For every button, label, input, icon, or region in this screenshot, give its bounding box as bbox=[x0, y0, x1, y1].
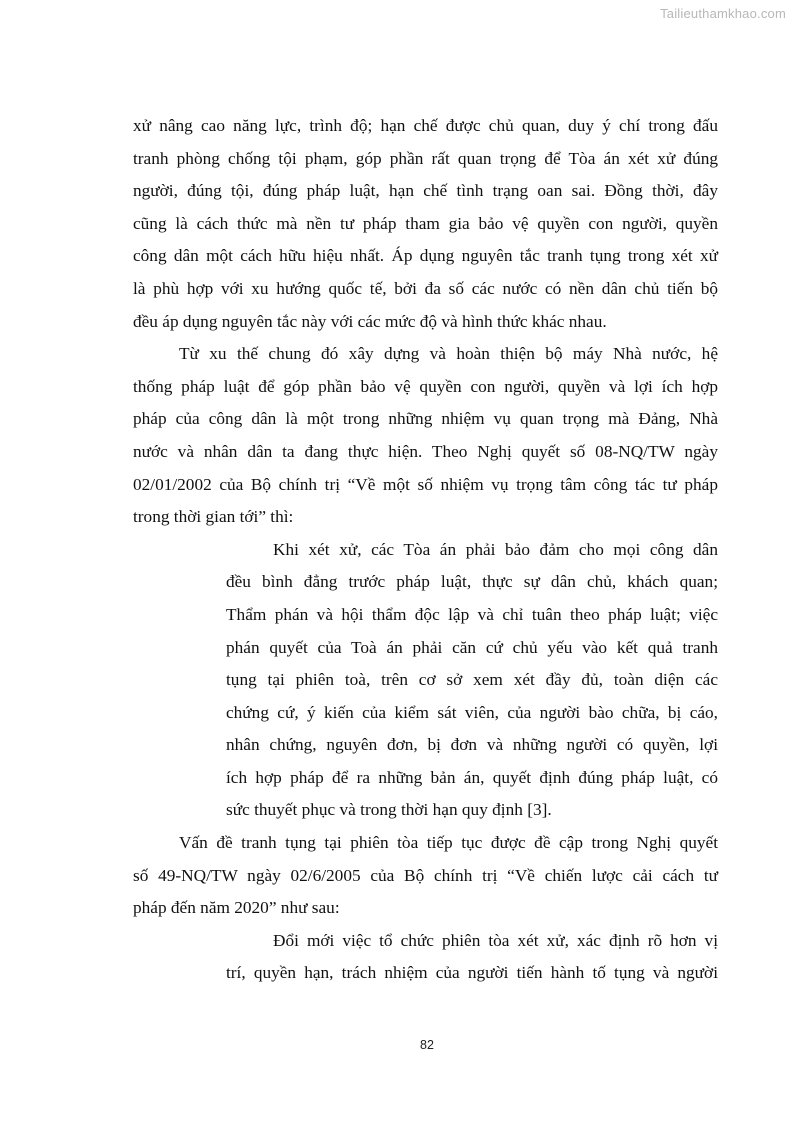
paragraph-1 bbox=[133, 110, 718, 338]
block-quote-1 bbox=[226, 534, 718, 827]
text-line: số 49-NQ/TW ngày 02/6/2005 của Bộ chính trị “Về chiến lược cải cách tư bbox=[133, 865, 718, 885]
quote-line: Đổi mới việc tổ chức phiên tòa xét xử, xác định rõ hơn vị bbox=[273, 930, 718, 950]
paragraph-3 bbox=[133, 827, 718, 925]
text-line: cũng là cách thức mà nền tư pháp tham gia bảo vệ quyền con người, quyền bbox=[133, 213, 718, 233]
paragraph-2 bbox=[133, 338, 718, 534]
text-line: đều áp dụng nguyên tắc này với các mức độ và hình thức khác nhau. bbox=[133, 311, 607, 331]
quote-line: ích hợp pháp để ra những bản án, quyết định đúng pháp luật, có bbox=[226, 767, 718, 787]
text-line: công dân một cách hữu hiệu nhất. Áp dụng nguyên tắc tranh tụng trong xét xử bbox=[133, 246, 718, 266]
quote-line: phán quyết của Toà án phải căn cứ chủ yếu vào kết quả tranh bbox=[226, 637, 718, 657]
page-number: 82 bbox=[420, 1038, 434, 1052]
quote-line: nhân chứng, nguyên đơn, bị đơn và những người có quyền, lợi bbox=[226, 735, 718, 755]
text-line: Vấn đề tranh tụng tại phiên tòa tiếp tục được đề cập trong Nghị quyết bbox=[179, 833, 718, 853]
text-line: pháp đến năm 2020” như sau: bbox=[133, 898, 340, 918]
text-line: người, đúng tội, đúng pháp luật, hạn chế tình trạng oan sai. Đồng thời, đây bbox=[133, 181, 718, 201]
quote-line: trí, quyền hạn, trách nhiệm của người tiến hành tố tụng và người bbox=[226, 963, 718, 983]
text-line: pháp của công dân là một trong những nhiệm vụ quan trọng mà Đảng, Nhà bbox=[133, 409, 718, 429]
text-line: trong thời gian tới” thì: bbox=[133, 507, 294, 527]
quote-line: đều bình đẳng trước pháp luật, thực sự dân chủ, khách quan; bbox=[226, 572, 718, 592]
page-body bbox=[133, 110, 718, 990]
quote-line: Khi xét xử, các Tòa án phải bảo đảm cho mọi công dân bbox=[273, 539, 718, 559]
block-quote-2 bbox=[226, 925, 718, 990]
text-line: là phù hợp với xu hướng quốc tế, bởi đa số các nước có nền dân chủ tiến bộ bbox=[133, 278, 718, 298]
quote-line: Thẩm phán và hội thẩm độc lập và chỉ tuân theo pháp luật; việc bbox=[226, 604, 718, 624]
text-line: tranh phòng chống tội phạm, góp phần rất quan trọng để Tòa án xét xử đúng bbox=[133, 148, 718, 168]
text-line: Từ xu thế chung đó xây dựng và hoàn thiện bộ máy Nhà nước, hệ bbox=[179, 344, 718, 364]
text-line: 02/01/2002 của Bộ chính trị “Về một số nhiệm vụ trọng tâm công tác tư pháp bbox=[133, 474, 718, 494]
text-line: thống pháp luật để góp phần bảo vệ quyền con người, quyền và lợi ích hợp bbox=[133, 376, 718, 396]
text-line: nước và nhân dân ta đang thực hiện. Theo Nghị quyết số 08-NQ/TW ngày bbox=[133, 441, 718, 461]
quote-line: chứng cứ, ý kiến của kiểm sát viên, của người bào chữa, bị cáo, bbox=[226, 702, 718, 722]
quote-line: tụng tại phiên toà, trên cơ sở xem xét đầy đủ, toàn diện các bbox=[226, 670, 718, 690]
quote-line: sức thuyết phục và trong thời hạn quy định [3]. bbox=[226, 800, 552, 820]
text-line: xử nâng cao năng lực, trình độ; hạn chế được chủ quan, duy ý chí trong đấu bbox=[133, 116, 718, 135]
watermark: Tailieuthamkhao.com bbox=[660, 6, 786, 21]
